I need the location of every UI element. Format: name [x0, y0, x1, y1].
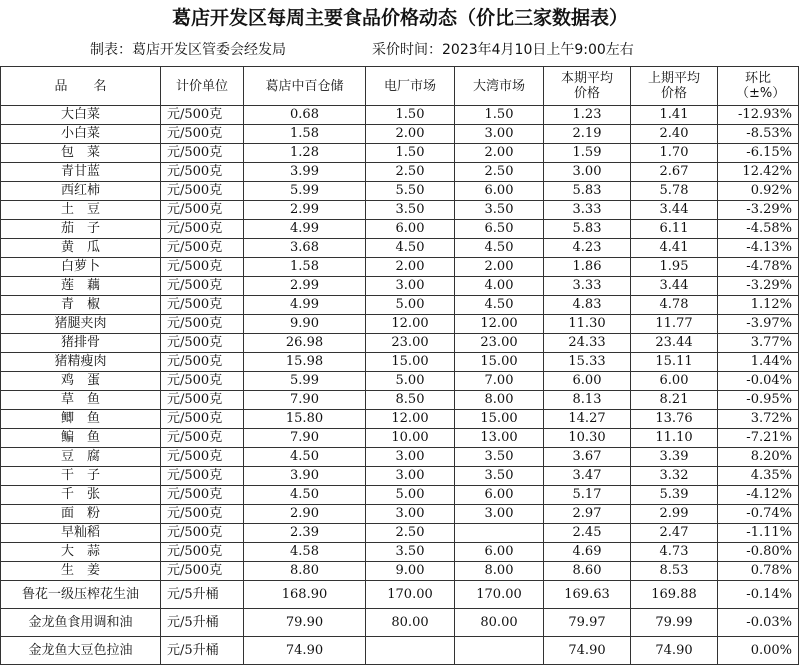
- cell-avg: 11.30: [544, 315, 631, 334]
- cell-avg: 2.45: [544, 524, 631, 543]
- cell-name: 大 蒜: [1, 543, 161, 562]
- cell-market-2: 3.00: [366, 505, 455, 524]
- cell-change: 1.44%: [718, 353, 799, 372]
- cell-market-1: 1.58: [244, 258, 366, 277]
- cell-unit: 元/5升桶: [161, 637, 244, 665]
- cell-market-3: 3.50: [455, 467, 544, 486]
- cell-avg: 2.19: [544, 125, 631, 144]
- table-body: [1, 106, 799, 665]
- cell-avg: 3.67: [544, 448, 631, 467]
- cell-market-2: 3.00: [366, 277, 455, 296]
- cell-market-1: 7.90: [244, 391, 366, 410]
- cell-market-1: 0.68: [244, 106, 366, 125]
- cell-avg: 74.90: [544, 637, 631, 665]
- cell-market-2: 5.00: [366, 296, 455, 315]
- cell-market-1: 1.28: [244, 144, 366, 163]
- cell-unit: 元/500克: [161, 334, 244, 353]
- cell-market-2: 8.50: [366, 391, 455, 410]
- cell-change: 1.12%: [718, 296, 799, 315]
- cell-unit: 元/500克: [161, 486, 244, 505]
- cell-market-1: 79.90: [244, 609, 366, 637]
- cell-market-1: 1.58: [244, 125, 366, 144]
- cell-unit: 元/500克: [161, 163, 244, 182]
- cell-name: 早籼稻: [1, 524, 161, 543]
- cell-prev: 3.32: [631, 467, 718, 486]
- cell-market-3: 8.00: [455, 391, 544, 410]
- table-row: [1, 543, 799, 562]
- cell-avg: 1.86: [544, 258, 631, 277]
- cell-change: 8.20%: [718, 448, 799, 467]
- header-name: 品 名: [1, 67, 161, 106]
- cell-name: 干 子: [1, 467, 161, 486]
- cell-market-1: 2.90: [244, 505, 366, 524]
- table-row: [1, 296, 799, 315]
- cell-market-2: 3.00: [366, 467, 455, 486]
- cell-market-3: 3.50: [455, 448, 544, 467]
- cell-market-3: [455, 637, 544, 665]
- cell-unit: 元/500克: [161, 562, 244, 581]
- cell-market-1: 168.90: [244, 581, 366, 609]
- cell-name: 猪腿夹肉: [1, 315, 161, 334]
- cell-avg: 3.33: [544, 201, 631, 220]
- maker-label: 制表：葛店开发区管委会经发局: [90, 42, 286, 58]
- table-row: [1, 163, 799, 182]
- cell-prev: 11.10: [631, 429, 718, 448]
- cell-market-3: [455, 524, 544, 543]
- table-row: [1, 315, 799, 334]
- table-row: [1, 144, 799, 163]
- cell-prev: 6.11: [631, 220, 718, 239]
- cell-unit: 元/500克: [161, 144, 244, 163]
- cell-change: -4.78%: [718, 258, 799, 277]
- cell-market-1: 15.80: [244, 410, 366, 429]
- table-row: [1, 372, 799, 391]
- cell-change: -3.29%: [718, 201, 799, 220]
- cell-market-2: [366, 637, 455, 665]
- cell-prev: 5.39: [631, 486, 718, 505]
- cell-unit: 元/500克: [161, 524, 244, 543]
- cell-unit: 元/500克: [161, 239, 244, 258]
- cell-market-1: 9.90: [244, 315, 366, 334]
- cell-avg: 24.33: [544, 334, 631, 353]
- cell-market-3: 23.00: [455, 334, 544, 353]
- collection-time-label: 采价时间：2023年4月10日上午9:00左右: [372, 42, 634, 58]
- cell-unit: 元/500克: [161, 505, 244, 524]
- cell-market-3: 3.00: [455, 125, 544, 144]
- cell-prev: 5.78: [631, 182, 718, 201]
- cell-market-2: 2.00: [366, 125, 455, 144]
- cell-name: 包 菜: [1, 144, 161, 163]
- table-row: [1, 201, 799, 220]
- cell-market-2: 3.50: [366, 201, 455, 220]
- cell-market-1: 3.99: [244, 163, 366, 182]
- table-row: [1, 258, 799, 277]
- table-row: [1, 609, 799, 637]
- cell-prev: 3.44: [631, 201, 718, 220]
- cell-prev: 2.40: [631, 125, 718, 144]
- cell-market-3: 15.00: [455, 353, 544, 372]
- cell-market-1: 4.99: [244, 220, 366, 239]
- cell-prev: 4.41: [631, 239, 718, 258]
- cell-change: -0.95%: [718, 391, 799, 410]
- cell-market-1: 15.98: [244, 353, 366, 372]
- cell-avg: 5.17: [544, 486, 631, 505]
- cell-unit: 元/500克: [161, 543, 244, 562]
- cell-avg: 2.97: [544, 505, 631, 524]
- cell-market-3: 4.50: [455, 296, 544, 315]
- cell-name: 千 张: [1, 486, 161, 505]
- cell-market-3: 6.00: [455, 182, 544, 201]
- cell-name: 生 姜: [1, 562, 161, 581]
- cell-change: 0.78%: [718, 562, 799, 581]
- cell-name: 面 粉: [1, 505, 161, 524]
- header-avg: [544, 67, 631, 106]
- table-row: [1, 277, 799, 296]
- table-row: [1, 486, 799, 505]
- cell-market-3: 6.50: [455, 220, 544, 239]
- cell-market-1: 4.99: [244, 296, 366, 315]
- cell-unit: 元/500克: [161, 448, 244, 467]
- cell-market-3: 2.00: [455, 144, 544, 163]
- cell-market-3: 12.00: [455, 315, 544, 334]
- header-unit: 计价单位: [161, 67, 244, 106]
- cell-unit: 元/500克: [161, 125, 244, 144]
- cell-market-2: 10.00: [366, 429, 455, 448]
- cell-unit: 元/5升桶: [161, 609, 244, 637]
- cell-unit: 元/500克: [161, 391, 244, 410]
- cell-name: 金龙鱼大豆色拉油: [1, 637, 161, 665]
- cell-name: 猪精瘦肉: [1, 353, 161, 372]
- cell-market-1: 8.80: [244, 562, 366, 581]
- cell-avg: 4.69: [544, 543, 631, 562]
- cell-market-1: 3.90: [244, 467, 366, 486]
- cell-market-3: 4.00: [455, 277, 544, 296]
- cell-name: 猪排骨: [1, 334, 161, 353]
- cell-market-1: 7.90: [244, 429, 366, 448]
- cell-change: -4.12%: [718, 486, 799, 505]
- table-row: [1, 410, 799, 429]
- cell-market-3: 170.00: [455, 581, 544, 609]
- cell-market-3: 4.50: [455, 239, 544, 258]
- cell-change: -3.97%: [718, 315, 799, 334]
- cell-change: 3.72%: [718, 410, 799, 429]
- cell-change: 0.00%: [718, 637, 799, 665]
- cell-market-1: 3.68: [244, 239, 366, 258]
- cell-unit: 元/500克: [161, 315, 244, 334]
- cell-market-2: 5.50: [366, 182, 455, 201]
- cell-prev: 1.41: [631, 106, 718, 125]
- cell-change: 3.77%: [718, 334, 799, 353]
- table-row: [1, 125, 799, 144]
- cell-market-2: 2.50: [366, 163, 455, 182]
- cell-prev: 11.77: [631, 315, 718, 334]
- cell-market-3: 3.50: [455, 201, 544, 220]
- cell-prev: 1.70: [631, 144, 718, 163]
- cell-market-2: 2.00: [366, 258, 455, 277]
- header-market-3: 大湾市场: [455, 67, 544, 106]
- cell-unit: 元/5升桶: [161, 581, 244, 609]
- cell-change: 0.92%: [718, 182, 799, 201]
- header-avg-text: 本期平均价格: [560, 71, 613, 101]
- table-row: [1, 448, 799, 467]
- cell-prev: 2.99: [631, 505, 718, 524]
- cell-market-2: 6.00: [366, 220, 455, 239]
- table-row: [1, 391, 799, 410]
- cell-market-1: 74.90: [244, 637, 366, 665]
- table-row: [1, 467, 799, 486]
- cell-unit: 元/500克: [161, 182, 244, 201]
- cell-avg: 14.27: [544, 410, 631, 429]
- cell-name: 西红柿: [1, 182, 161, 201]
- cell-change: -0.80%: [718, 543, 799, 562]
- cell-market-1: 5.99: [244, 372, 366, 391]
- cell-name: 茄 子: [1, 220, 161, 239]
- cell-unit: 元/500克: [161, 277, 244, 296]
- cell-avg: 3.33: [544, 277, 631, 296]
- table-header-row: [1, 67, 799, 106]
- cell-market-1: 26.98: [244, 334, 366, 353]
- cell-name: 鲫 鱼: [1, 410, 161, 429]
- cell-name: 鸡 蛋: [1, 372, 161, 391]
- cell-market-2: 4.50: [366, 239, 455, 258]
- cell-market-1: 4.50: [244, 448, 366, 467]
- cell-prev: 8.21: [631, 391, 718, 410]
- cell-change: 4.35%: [718, 467, 799, 486]
- cell-unit: 元/500克: [161, 201, 244, 220]
- cell-avg: 4.23: [544, 239, 631, 258]
- cell-name: 豆 腐: [1, 448, 161, 467]
- cell-name: 草 鱼: [1, 391, 161, 410]
- cell-prev: 13.76: [631, 410, 718, 429]
- cell-market-1: 4.50: [244, 486, 366, 505]
- cell-change: -0.04%: [718, 372, 799, 391]
- table-row: [1, 524, 799, 543]
- cell-market-2: 15.00: [366, 353, 455, 372]
- header-market-2: 电厂市场: [366, 67, 455, 106]
- cell-market-2: 1.50: [366, 106, 455, 125]
- cell-name: 莲 藕: [1, 277, 161, 296]
- cell-change: -0.74%: [718, 505, 799, 524]
- cell-name: 金龙鱼食用调和油: [1, 609, 161, 637]
- cell-change: -3.29%: [718, 277, 799, 296]
- header-prev: [631, 67, 718, 106]
- cell-market-1: 2.99: [244, 277, 366, 296]
- cell-change: -0.14%: [718, 581, 799, 609]
- table-row: [1, 334, 799, 353]
- cell-market-1: 4.58: [244, 543, 366, 562]
- cell-market-2: 5.00: [366, 486, 455, 505]
- table-row: [1, 637, 799, 665]
- cell-market-2: 1.50: [366, 144, 455, 163]
- cell-market-3: 6.00: [455, 486, 544, 505]
- cell-unit: 元/500克: [161, 258, 244, 277]
- header-market-1: 葛店中百仓储: [244, 67, 366, 106]
- cell-unit: 元/500克: [161, 106, 244, 125]
- cell-name: 土 豆: [1, 201, 161, 220]
- cell-prev: 6.00: [631, 372, 718, 391]
- table-row: [1, 581, 799, 609]
- table-row: [1, 182, 799, 201]
- cell-name: 黄 瓜: [1, 239, 161, 258]
- cell-name: 鳊 鱼: [1, 429, 161, 448]
- cell-market-2: 170.00: [366, 581, 455, 609]
- cell-prev: 2.47: [631, 524, 718, 543]
- cell-avg: 10.30: [544, 429, 631, 448]
- cell-prev: 8.53: [631, 562, 718, 581]
- cell-market-3: 2.50: [455, 163, 544, 182]
- cell-avg: 1.23: [544, 106, 631, 125]
- cell-avg: 5.83: [544, 182, 631, 201]
- cell-prev: 3.39: [631, 448, 718, 467]
- cell-market-1: 5.99: [244, 182, 366, 201]
- cell-market-2: 3.00: [366, 448, 455, 467]
- cell-avg: 15.33: [544, 353, 631, 372]
- cell-change: -1.11%: [718, 524, 799, 543]
- cell-market-3: 3.00: [455, 505, 544, 524]
- cell-prev: 169.88: [631, 581, 718, 609]
- cell-market-3: 1.50: [455, 106, 544, 125]
- cell-prev: 3.44: [631, 277, 718, 296]
- cell-market-3: 2.00: [455, 258, 544, 277]
- page-title: 葛店开发区每周主要食品价格动态（价比三家数据表）: [171, 7, 628, 29]
- price-table: [0, 66, 799, 665]
- header-change-text: 环比（±%）: [736, 71, 786, 101]
- cell-change: -12.93%: [718, 106, 799, 125]
- cell-avg: 3.47: [544, 467, 631, 486]
- cell-avg: 5.83: [544, 220, 631, 239]
- cell-market-3: 13.00: [455, 429, 544, 448]
- cell-avg: 4.83: [544, 296, 631, 315]
- cell-market-2: 12.00: [366, 410, 455, 429]
- cell-unit: 元/500克: [161, 220, 244, 239]
- cell-change: -6.15%: [718, 144, 799, 163]
- cell-name: 小白菜: [1, 125, 161, 144]
- table-row: [1, 429, 799, 448]
- table-row: [1, 106, 799, 125]
- cell-name: 鲁花一级压榨花生油: [1, 581, 161, 609]
- cell-prev: 79.99: [631, 609, 718, 637]
- cell-market-2: 23.00: [366, 334, 455, 353]
- cell-unit: 元/500克: [161, 296, 244, 315]
- cell-market-3: 7.00: [455, 372, 544, 391]
- cell-change: -8.53%: [718, 125, 799, 144]
- cell-market-3: 15.00: [455, 410, 544, 429]
- cell-market-2: 3.50: [366, 543, 455, 562]
- cell-avg: 6.00: [544, 372, 631, 391]
- cell-avg: 8.60: [544, 562, 631, 581]
- cell-unit: 元/500克: [161, 467, 244, 486]
- cell-avg: 1.59: [544, 144, 631, 163]
- table-row: [1, 562, 799, 581]
- cell-market-2: 2.50: [366, 524, 455, 543]
- cell-prev: 1.95: [631, 258, 718, 277]
- cell-avg: 169.63: [544, 581, 631, 609]
- cell-market-2: 80.00: [366, 609, 455, 637]
- cell-avg: 3.00: [544, 163, 631, 182]
- cell-market-2: 5.00: [366, 372, 455, 391]
- cell-unit: 元/500克: [161, 353, 244, 372]
- cell-unit: 元/500克: [161, 372, 244, 391]
- meta-line: [0, 36, 800, 64]
- cell-name: 青甘蓝: [1, 163, 161, 182]
- cell-market-1: 2.39: [244, 524, 366, 543]
- cell-prev: 4.78: [631, 296, 718, 315]
- cell-market-1: 2.99: [244, 201, 366, 220]
- table-row: [1, 220, 799, 239]
- cell-prev: 23.44: [631, 334, 718, 353]
- table-row: [1, 353, 799, 372]
- cell-prev: 74.90: [631, 637, 718, 665]
- cell-market-3: 8.00: [455, 562, 544, 581]
- cell-avg: 79.97: [544, 609, 631, 637]
- cell-market-2: 9.00: [366, 562, 455, 581]
- cell-market-3: 6.00: [455, 543, 544, 562]
- cell-prev: 15.11: [631, 353, 718, 372]
- cell-prev: 2.67: [631, 163, 718, 182]
- cell-market-2: 12.00: [366, 315, 455, 334]
- cell-name: 大白菜: [1, 106, 161, 125]
- table-row: [1, 239, 799, 258]
- cell-change: 12.42%: [718, 163, 799, 182]
- cell-change: -4.58%: [718, 220, 799, 239]
- table-row: [1, 505, 799, 524]
- cell-avg: 8.13: [544, 391, 631, 410]
- cell-market-3: 80.00: [455, 609, 544, 637]
- cell-prev: 4.73: [631, 543, 718, 562]
- cell-unit: 元/500克: [161, 410, 244, 429]
- cell-name: 青 椒: [1, 296, 161, 315]
- header-change: [718, 67, 799, 106]
- cell-unit: 元/500克: [161, 429, 244, 448]
- cell-change: -4.13%: [718, 239, 799, 258]
- cell-change: -0.03%: [718, 609, 799, 637]
- cell-name: 白萝卜: [1, 258, 161, 277]
- cell-change: -7.21%: [718, 429, 799, 448]
- header-prev-text: 上期平均价格: [647, 71, 700, 101]
